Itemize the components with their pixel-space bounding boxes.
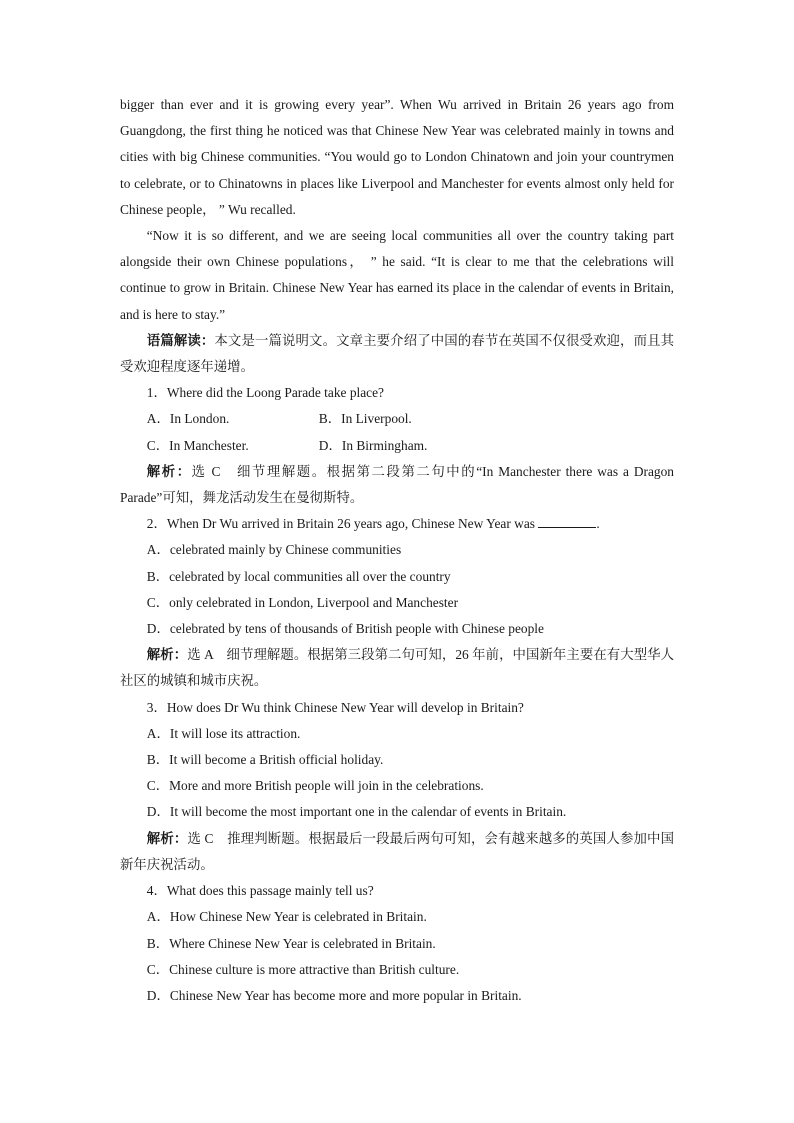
question-2-stem-text: 2．When Dr Wu arrived in Britain 26 years ago, Chinese New Year was <box>146 516 539 532</box>
summary-text: 本文是一篇说明文。文章主要介绍了中国的春节在英国不仅很受欢迎，而且其受欢迎程度逐年递增。 <box>120 332 674 375</box>
question-1-options-row-2 <box>120 433 674 459</box>
question-3-option-a: A．It will lose its attraction. <box>146 725 301 741</box>
question-2-analysis <box>120 642 674 694</box>
analysis-label: 解析： <box>146 647 188 663</box>
question-2-analysis-text: 选 A 细节理解题。根据第三段第二句可知，26 年前，中国新年主要在有大型华人社区的城镇和城市庆祝。 <box>120 647 675 689</box>
question-2-stem <box>120 511 674 537</box>
question-1-option-b: B．In Liverpool. <box>318 411 412 427</box>
answer-blank <box>538 513 596 528</box>
question-3-option-b: B．It will become a British official holiday. <box>146 752 384 768</box>
question-1-stem: 1．Where did the Loong Parade take place? <box>146 385 385 401</box>
question-1-options-row-1 <box>120 406 674 432</box>
question-1-option-a: A．In London. <box>146 411 230 427</box>
analysis-label: 解析： <box>146 463 192 479</box>
question-2-option-a: A．celebrated mainly by Chinese communities <box>146 542 402 558</box>
question-4-stem: 4．What does this passage mainly tell us? <box>146 883 374 899</box>
question-3-option-d: D．It will become the most important one in the calendar of events in Britain. <box>146 804 567 820</box>
question-2-option-c: C．only celebrated in London, Liverpool and Manchester <box>146 594 459 610</box>
question-4-option-d: D．Chinese New Year has become more and more popular in Britain. <box>146 987 522 1003</box>
analysis-label: 解析： <box>146 830 188 846</box>
passage-paragraph-2: “Now it is so different, and we are seeing local communities all over the country taking part alongside their own Chinese populations， ” he said. “It is clear to me that the celebrations will continue to grow in Britain. Chinese New Year has earned its place in the calendar of events in Britain, and is here to stay.” <box>120 228 674 322</box>
question-3-analysis <box>120 826 674 878</box>
document-page <box>120 92 674 1009</box>
question-4-option-b: B．Where Chinese New Year is celebrated in Britain. <box>146 935 436 951</box>
question-4-option-a: A．How Chinese New Year is celebrated in Britain. <box>146 909 427 925</box>
question-3-option-c: C．More and more British people will join in the celebrations. <box>146 778 484 794</box>
question-2-option-d: D．celebrated by tens of thousands of British people with Chinese people <box>146 621 544 637</box>
question-4-option-c: C．Chinese culture is more attractive than British culture. <box>146 961 460 977</box>
passage-summary <box>120 328 674 380</box>
summary-label: 语篇解读： <box>146 332 215 348</box>
question-1-option-c: C．In Manchester. <box>146 437 249 453</box>
question-1-option-d: D．In Birmingham. <box>318 437 428 453</box>
question-1-analysis <box>120 459 674 511</box>
question-2-option-b: B．celebrated by local communities all over the country <box>146 568 451 584</box>
question-1-analysis-text: 选 C 细节理解题。根据第二段第二句中的“In Manchester there was a Dragon Parade”可知，舞龙活动发生在曼彻斯特。 <box>120 463 674 506</box>
question-3-analysis-text: 选 C 推理判断题。根据最后一段最后两句可知，会有越来越多的英国人参加中国新年庆祝活动。 <box>120 830 674 872</box>
question-2-stem-end: . <box>596 516 600 532</box>
passage-paragraph-1: bigger than ever and it is growing every year”. When Wu arrived in Britain 26 years ago from Guangdong, the first thing he noticed was that Chinese New Year was celebrated mainly in towns and cities with big Chinese communities. “You would go to London Chinatown and join your countrymen to celebrate, or to Chinatowns in places like Liverpool and Manchester for events almost only held for Chinese people， ” Wu recalled. <box>120 97 674 217</box>
question-3-stem: 3．How does Dr Wu think Chinese New Year will develop in Britain? <box>146 699 524 715</box>
